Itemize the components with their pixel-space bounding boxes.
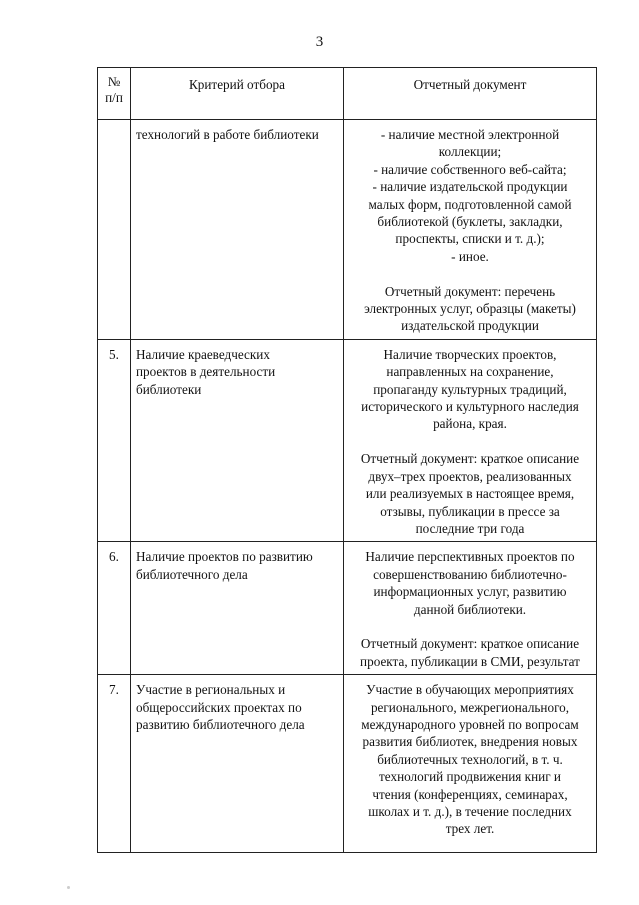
- document-line: исторического и культурного наследия: [361, 399, 579, 415]
- document-line: коллекции;: [438, 144, 502, 160]
- document-line: чтения (конференциях, семинарах,: [372, 786, 568, 802]
- table-row: [98, 120, 597, 340]
- report-line: издательской продукции: [401, 318, 539, 334]
- table-header-row: [98, 68, 597, 120]
- report-line: последние три года: [415, 520, 525, 536]
- document-line: пропаганду культурных традиций,: [373, 381, 567, 397]
- row-document: [344, 675, 597, 853]
- row-document: [344, 542, 597, 675]
- row-number: 7.: [98, 675, 131, 853]
- document-line: регионального, межрегионального,: [370, 699, 570, 715]
- document-line: технологий продвижения книг и: [379, 769, 561, 785]
- row-criterion: [131, 339, 344, 541]
- header-document: Отчетный документ: [344, 68, 597, 120]
- document-line: района, края.: [433, 416, 507, 432]
- row-criterion: [131, 120, 344, 340]
- table-row: [98, 339, 597, 541]
- document-line: Участие в обучающих мероприятиях: [366, 682, 574, 698]
- document-line: малых форм, подготовленной самой: [368, 196, 572, 212]
- document-line: информационных услуг, развитию: [373, 584, 567, 600]
- row-document: [344, 339, 597, 541]
- document-line: трех лет.: [445, 821, 495, 837]
- criterion-line: Наличие краеведческих: [136, 346, 270, 362]
- row-criterion: [131, 675, 344, 853]
- criterion-line: развитию библиотечного дела: [136, 716, 305, 732]
- document-line: Наличие перспективных проектов по: [365, 549, 575, 565]
- document-line: международного уровней по вопросам: [361, 716, 579, 732]
- row-number: 5.: [98, 339, 131, 541]
- document-line: развития библиотек, внедрения новых: [362, 734, 578, 750]
- document-line: Наличие творческих проектов,: [383, 346, 557, 362]
- row-number: 6.: [98, 542, 131, 675]
- criterion-line: проектов в деятельности: [136, 364, 276, 380]
- criterion-line: общероссийских проектах по: [136, 699, 302, 715]
- report-line: Отчетный документ: краткое описание: [360, 451, 580, 467]
- document-line: школах и т. д.), в течение последних: [368, 803, 572, 819]
- paragraph-spacer: [348, 618, 592, 635]
- criterion-line: технологий в работе библиотеки: [136, 127, 319, 142]
- criteria-table: [97, 67, 597, 853]
- document-line: - наличие издательской продукции: [372, 179, 568, 195]
- header-criterion: Критерий отбора: [131, 68, 344, 120]
- document-line: направленных на сохранение,: [386, 364, 554, 380]
- document-line: библиотекой (буклеты, закладки,: [377, 214, 563, 230]
- criterion-line: библиотечного дела: [136, 566, 248, 582]
- header-number-line: п/п: [105, 90, 123, 105]
- document-line: совершенствованию библиотечно-: [373, 566, 567, 582]
- header-number: [98, 68, 131, 120]
- header-number-line: №: [107, 74, 121, 89]
- document-line: - иное.: [451, 248, 489, 264]
- paragraph-spacer: [348, 265, 592, 282]
- document-line: данной библиотеки.: [413, 601, 527, 617]
- row-number: [98, 120, 131, 340]
- report-line: Отчетный документ: перечень: [384, 283, 556, 299]
- report-line: или реализуемых в настоящее время,: [365, 486, 575, 502]
- row-criterion: [131, 542, 344, 675]
- table-row: [98, 542, 597, 675]
- paragraph-spacer: [348, 433, 592, 450]
- document-line: - наличие собственного веб-сайта;: [373, 161, 567, 177]
- criterion-line: библиотеки: [136, 381, 202, 397]
- document-line: - наличие местной электронной: [380, 127, 560, 142]
- criterion-line: Наличие проектов по развитию: [136, 549, 313, 565]
- document-line: библиотечных технологий, в т. ч.: [377, 751, 563, 767]
- report-line: Отчетный документ: краткое описание: [360, 636, 580, 652]
- document-line: проспекты, списки и т. д.);: [395, 231, 545, 247]
- report-line: проекта, публикации в СМИ, результат: [360, 653, 580, 669]
- report-line: отзывы, публикации в прессе за: [380, 503, 560, 519]
- page-number: 3: [315, 34, 324, 50]
- report-line: электронных услуг, образцы (макеты): [364, 301, 576, 317]
- report-line: двух–трех проектов, реализованных: [368, 468, 572, 484]
- scan-dot: [67, 886, 70, 889]
- table-row: [98, 675, 597, 853]
- row-document: [344, 120, 597, 340]
- criterion-line: Участие в региональных и: [136, 682, 286, 698]
